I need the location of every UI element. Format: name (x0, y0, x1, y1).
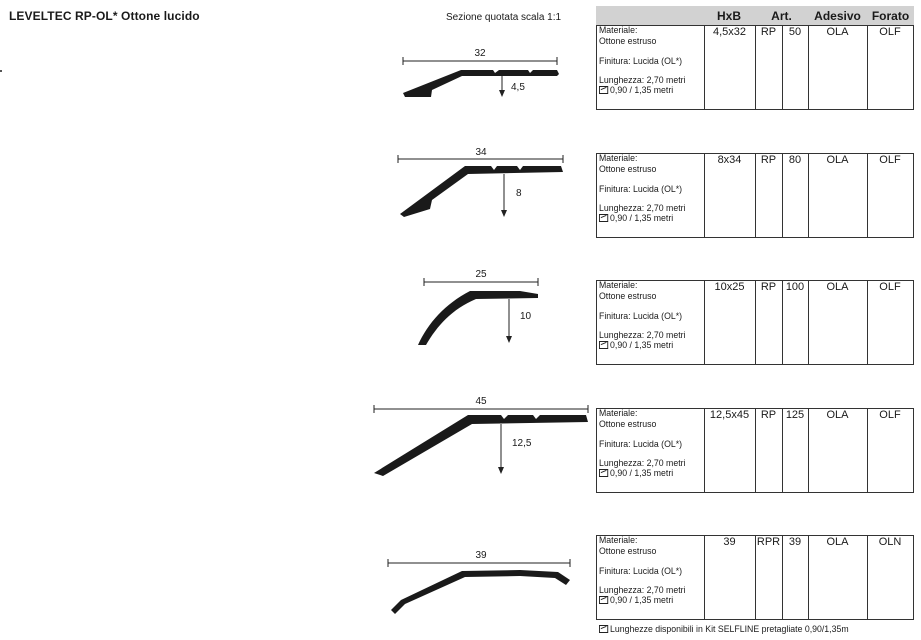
materiale-label: Materiale: (599, 280, 638, 291)
materiale-label: Materiale: (599, 153, 638, 164)
kit-icon (599, 341, 608, 349)
footnote-text: Lunghezze disponibili in Kit SELFLINE pretagliate 0,90/1,35m (610, 624, 849, 635)
finitura-text: Finitura: Lucida (OL*) (599, 439, 683, 450)
finitura-text: Finitura: Lucida (OL*) (599, 311, 683, 322)
profile-3-height-label: 10 (520, 311, 532, 322)
materiale-value: Ottone estruso (599, 290, 657, 302)
table-row (596, 408, 914, 493)
materiale-label: Materiale: (599, 408, 638, 419)
hxb-value: 4,5x32 (712, 26, 747, 38)
art-prefix: RP (760, 409, 777, 421)
spec-text (599, 154, 685, 225)
profile-1-height-label: 4,5 (511, 82, 525, 93)
forato-code: OLF (879, 281, 901, 293)
lunghezza-text: Lunghezza: 2,70 metri (599, 584, 686, 596)
materiale-value: Ottone estruso (599, 163, 657, 175)
col-header-forato: Forato (871, 9, 910, 23)
hxb-value: 8x34 (717, 154, 742, 166)
art-prefix: RP (760, 154, 777, 166)
lunghezza-text: Lunghezza: 2,70 metri (599, 202, 686, 214)
adesivo-code: OLA (826, 536, 849, 548)
lunghezza-text: Lunghezza: 2,70 metri (599, 74, 686, 86)
art-prefix: RP (760, 281, 777, 293)
materiale-label: Materiale: (599, 25, 638, 36)
materiale-value: Ottone estruso (599, 418, 657, 430)
kit-lengths: 0,90 / 1,35 metri (610, 340, 674, 351)
profile-drawing-5 (388, 550, 570, 614)
lunghezza-text: Lunghezza: 2,70 metri (599, 457, 686, 469)
table-row (596, 280, 914, 365)
profile-4-width-label: 45 (475, 396, 487, 407)
forato-code: OLF (879, 154, 901, 166)
profile-1-width-label: 32 (474, 48, 486, 59)
art-prefix: RP (760, 26, 777, 38)
kit-lengths: 0,90 / 1,35 metri (610, 595, 674, 606)
col-header-adesivo: Adesivo (814, 9, 861, 23)
art-number: 100 (785, 281, 805, 293)
finitura-text: Finitura: Lucida (OL*) (599, 56, 683, 67)
kit-icon (599, 86, 608, 94)
profile-2-height-label: 8 (516, 188, 522, 199)
profile-drawing-1 (403, 48, 559, 97)
art-prefix: RPR (756, 536, 781, 548)
adesivo-code: OLA (826, 409, 849, 421)
forato-code: OLF (879, 26, 901, 38)
profile-drawing-2 (398, 147, 563, 217)
profile-3-width-label: 25 (475, 269, 487, 280)
footnote (599, 624, 849, 635)
spec-text (599, 536, 685, 607)
adesivo-code: OLA (826, 281, 849, 293)
materiale-value: Ottone estruso (599, 545, 657, 557)
adesivo-code: OLA (826, 154, 849, 166)
table-row (596, 25, 914, 110)
kit-icon (599, 596, 608, 604)
col-header-hxb: HxB (716, 9, 741, 23)
kit-lengths: 0,90 / 1,35 metri (610, 468, 674, 479)
spec-text (599, 409, 685, 480)
forato-code: OLF (879, 409, 901, 421)
kit-lengths: 0,90 / 1,35 metri (610, 213, 674, 224)
lunghezza-text: Lunghezza: 2,70 metri (599, 329, 686, 341)
profile-2-width-label: 34 (475, 147, 487, 158)
profile-4-height-label: 12,5 (512, 438, 532, 449)
table-row (596, 535, 914, 620)
col-header-art: Art. (771, 9, 792, 23)
spec-text (599, 26, 685, 97)
kit-lengths: 0,90 / 1,35 metri (610, 85, 674, 96)
kit-icon (599, 469, 608, 477)
kit-icon (599, 214, 608, 222)
hxb-value: 12,5x45 (709, 409, 750, 421)
finitura-text: Finitura: Lucida (OL*) (599, 566, 683, 577)
profile-5-width-label: 39 (475, 550, 487, 561)
forato-code: OLN (878, 536, 902, 548)
materiale-value: Ottone estruso (599, 35, 657, 47)
finitura-text: Finitura: Lucida (OL*) (599, 184, 683, 195)
materiale-label: Materiale: (599, 535, 638, 546)
profile-drawing-4 (374, 396, 588, 476)
table-row (596, 153, 914, 238)
profile-drawing-3 (418, 269, 538, 345)
hxb-value: 10x25 (714, 281, 745, 293)
art-number: 80 (788, 154, 802, 166)
page-title: LEVELTEC RP-OL* Ottone lucido (9, 9, 200, 23)
art-number: 125 (785, 409, 805, 421)
art-number: 39 (788, 536, 802, 548)
adesivo-code: OLA (826, 26, 849, 38)
spec-text (599, 281, 685, 352)
kit-icon (599, 625, 608, 633)
hxb-value: 39 (723, 536, 736, 548)
art-number: 50 (788, 26, 802, 38)
scale-note: Sezione quotata scala 1:1 (446, 12, 562, 23)
